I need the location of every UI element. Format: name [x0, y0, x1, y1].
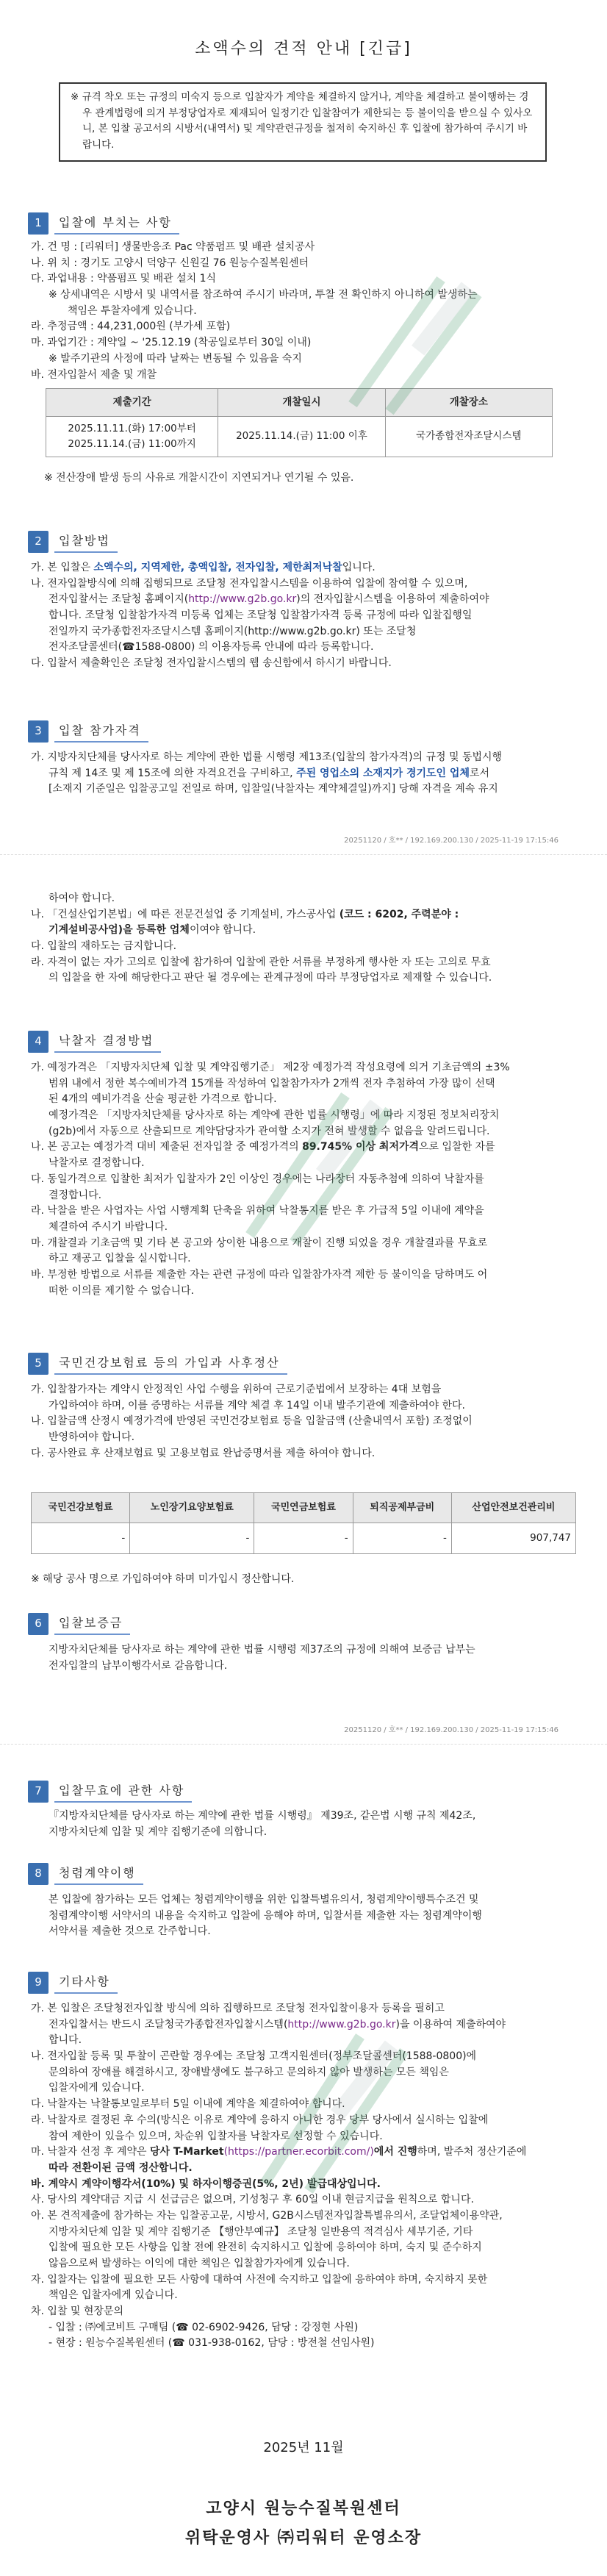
section-title: 입찰무효에 관한 사항 [54, 1781, 192, 1803]
section-5-body [31, 1382, 575, 1461]
section-number: 8 [28, 1863, 49, 1885]
g2b-link[interactable]: http://www.g2b.go.kr [287, 2018, 396, 2031]
text-line: 마. 과업기간 : 계약일 ~ '25.12.19 (착공일로부터 30일 이내) [31, 337, 312, 349]
text-line [31, 592, 575, 608]
text-line [31, 923, 575, 939]
text-line: 다. 입찰의 재하도는 금지합니다. [31, 940, 177, 953]
table-cell: - [130, 1523, 254, 1554]
text-span: 입니다. [342, 562, 376, 573]
text-line [31, 1139, 575, 1156]
section-number: 5 [28, 1353, 49, 1375]
table-header: 산업안전보건관리비 [451, 1493, 575, 1523]
section-3-body-part2 [31, 891, 575, 987]
document-date: 2025년 11월 [263, 2440, 344, 2455]
section-number: 1 [28, 212, 49, 235]
text-line: 결정합니다. [49, 1189, 102, 1201]
section-1-heading [28, 211, 179, 236]
text-line: 하고 재공고 입찰을 실시합니다. [49, 1253, 191, 1265]
text-line: 범위 내에서 정한 복수예비가격 15개를 작성하여 입찰참가자가 2개씩 전자 추첨하여 가장 많이 선택 [49, 1077, 495, 1090]
section-4-heading [28, 1029, 161, 1054]
table-header: 개찰장소 [385, 389, 552, 417]
license-field: 기계설비공사업)을 등록한 업체 [49, 924, 190, 937]
text-line: 나. 입찰금액 산정시 예정가격에 반영된 국민건강보험료 등을 입찰금액 (산출내역서 포함) 조정없이 [31, 1415, 473, 1428]
text-line: 나. 전자입찰 등록 및 투찰이 곤란할 경우에는 조달청 고객지원센터(정부조달콜센터(1588-0800)에 [31, 2050, 477, 2063]
text-line: 문의하여 장애를 해결하시고, 장애발생에도 불구하고 문의하지 않아 발생하는 모든 책임은 [49, 2066, 449, 2078]
section-number: 4 [28, 1031, 49, 1053]
text-line: 가. 지방자치단체를 당사자로 하는 계약에 관한 법률 시행령 제13조(입찰의 참가자격)의 규정 및 동법시행 [31, 751, 503, 763]
text-line: 전일까지 국가종합전자조달시스템 홈페이지(http://www.g2b.go.kr) 또는 조달청 [49, 625, 417, 637]
text-line: 다. 낙찰자는 낙찰통보일로부터 5일 이내에 계약을 체결하여야 합니다. [31, 2098, 345, 2111]
section-number: 6 [28, 1613, 49, 1635]
text-line: 지방자치단체 입찰 및 계약 집행기준에 의합니다. [49, 1825, 267, 1838]
section-number: 2 [28, 531, 49, 553]
text-line: 입찰에 필요한 모든 사항을 입찰 전에 완전히 숙지하시고 입찰에 응하여야 하며, 숙지 및 준수하지 [49, 2242, 482, 2254]
section-1-body [31, 240, 575, 383]
text-line: - 현장 : 원능수질복원센터 (☎ 031-938-0162, 담당 : 방전철 선임사원) [49, 2337, 375, 2350]
text-line: 본 입찰에 참가하는 모든 업체는 청렴계약이행을 위한 입찰특별유의서, 청렴계약이행특수조건 및 [49, 1894, 479, 1906]
text-span: 나. 「건설산업기본법」에 따른 전문건설업 중 기계설비, 가스공사업 [31, 908, 340, 920]
text-line: ※ 발주기관의 사정에 따라 날짜는 변동될 수 있음을 숙지 [49, 352, 302, 365]
text-line [31, 907, 575, 923]
table-header: 노인장기요양보험료 [130, 1493, 254, 1523]
text-line: [소재지 기준일은 입찰공고일 전일로 하며, 입찰일(낙찰자는 계약체결일)까지] 당해 자격을 계속 유지 [49, 783, 498, 795]
text-line: 반영하여야 합니다. [49, 1431, 135, 1444]
text-line: 전자조달콜센터(☎1588-0800) 의 이용자등록 안내에 따라 등록합니다. [49, 641, 374, 654]
section-3-heading [28, 719, 148, 744]
text-line: 하여야 합니다. [49, 892, 115, 904]
table-cell: - [32, 1523, 130, 1554]
section-7-heading [28, 1779, 192, 1804]
bid-schedule-table [46, 388, 553, 457]
text-line: 다. 과업내용 : 약품펌프 및 배관 설치 1식 [31, 273, 217, 285]
insurance-table [31, 1492, 576, 1554]
bid-type-emphasis: 소액수의, 지역제한, 총액입찰, 전자입찰, 제한최저낙찰 [93, 562, 342, 573]
text-line: 다. 공사완료 후 산재보험료 및 고용보험료 완납증명서를 제출 하여야 합니다. [31, 1447, 376, 1459]
section-title: 청렴계약이행 [54, 1863, 143, 1886]
text-line: 전자입찰의 납부이행각서로 갈음합니다. [49, 1659, 228, 1672]
section-6-heading [28, 1611, 130, 1636]
section-title: 기타사항 [54, 1972, 118, 1994]
g2b-link[interactable]: http://www.g2b.go.kr [188, 593, 297, 606]
section-title: 입찰에 부치는 사항 [54, 212, 179, 235]
text-line: 라. 낙찰자로 결정된 후 수의(방식은 이유로 계약에 응하지 아니한 경우 당부 당사에서 실시하는 입찰에 [31, 2114, 489, 2126]
award-threshold: 89.745% 이상 최저가격 [302, 1141, 420, 1153]
location-requirement: 주된 영업소의 소재지가 경기도인 업체 [296, 767, 470, 779]
text-line: 지방자치단체 입찰 및 계약 집행기준 【행안부예규】 조달청 일반용역 적격심사 세부기준, 기타 [49, 2225, 473, 2238]
table-cell: - [353, 1523, 451, 1554]
text-span: 로서 [469, 767, 490, 779]
text-line: 바. 부정한 방법으로 서류를 제출한 자는 관련 규정에 따라 입찰참가자격 제한 등 불이익을 당하며도 어 [31, 1268, 488, 1281]
table-header: 개찰일시 [218, 389, 385, 417]
text-line: 합니다. [49, 2034, 82, 2047]
license-code: (코드 : 6202, 주력분야 : [339, 908, 459, 920]
text-span: 전자입찰서는 조달청 홈페이지( [49, 593, 189, 606]
notice-text: ※ 규격 착오 또는 규정의 미숙지 등으로 입찰자가 계약을 체결하지 않거나, 계약을 체결하고 불이행하는 경우 관계법령에 의거 부정당업자로 제재되어 일정기간 입찰참여가 제한되는 등 불이익을 받으실 수 있사오니, 본 입찰 공고서의 시방서(내역서) 및 계약관련규정을 철저히 숙지하신 후 입찰에 참가하여 주시기 바랍니다. [71, 91, 533, 151]
text-line: 않음으로써 발생하는 이익에 대한 책임은 입찰참가자에게 있습니다. [49, 2258, 350, 2269]
section-3-body-part1 [31, 750, 575, 798]
text-line: 떠한 이의를 제기할 수 없습니다. [49, 1284, 195, 1297]
table-header: 퇴직공제부금비 [353, 1493, 451, 1523]
section-8-heading [28, 1861, 143, 1886]
section-title: 입찰보증금 [54, 1613, 130, 1636]
table-cell: 2025.11.14.(금) 11:00 이후 [218, 416, 385, 457]
table-cell: 국가종합전자조달시스템 [385, 416, 552, 457]
section-4-body [31, 1060, 575, 1299]
text-line: 참여 제한이 있을수 있으며, 차순위 입찰자를 낙찰자로 선정할 수 있습니다. [49, 2130, 383, 2142]
page-break [0, 854, 607, 856]
text-line: 따라 전환이된 금액 정산합니다. [49, 2161, 193, 2174]
section-1-note: ※ 전산장애 발생 등의 사유로 개찰시간이 지연되거나 연기될 수 있음. [44, 472, 354, 484]
text-line: 마. 개찰결과 기초금액 및 기타 본 공고와 상이한 내용으로 개찰이 진행 되었을 경우 개찰결과를 무효로 [31, 1237, 488, 1249]
text-line: 가. 입찰참가자는 계약시 안정적인 사업 수행을 위하여 근로기준법에서 보장하는 4대 보험을 [31, 1384, 442, 1395]
section-6-body [31, 1642, 575, 1674]
text-span: 으로 입찰한 자를 [419, 1141, 495, 1153]
text-span: )을 이용하여 제출하여야 [395, 2018, 506, 2031]
text-line: 자. 입찰자는 입찰에 필요한 모든 사항에 대하여 사전에 숙지하고 입찰에 응하여야 하며, 숙지하지 못한 [31, 2273, 488, 2286]
text-line [31, 560, 575, 576]
text-line: (g2b)에서 자동으로 산출되므로 계약담당자가 관여할 소지가 전혀 발생할 수 없음을 알려드립니다. [49, 1125, 490, 1137]
text-line: 된 4개의 예비가격을 산술 평균한 가격으로 합니다. [49, 1093, 277, 1106]
text-span: )의 전자입찰시스템을 이용하여 제출하여야 [296, 593, 489, 606]
text-line: 가. 본 입찰은 조달청전자입찰 방식에 의하 집행하므로 조달청 전자입찰이용자 등록을 필히고 [31, 2003, 445, 2014]
text-line: 의 입찰을 한 자에 해당한다고 판단 될 경우에는 관계규정에 따라 부정당업자로 제재할 수 있습니다. [49, 972, 492, 984]
section-number: 7 [28, 1781, 49, 1803]
text-line: 『지방자치단체를 당사자로 하는 계약에 관한 법률 시행령』 제39조, 같은법 시행 규칙 제42조, [49, 1810, 476, 1822]
section-9-heading [28, 1970, 118, 1995]
text-span: 마. 낙찰자 선정 후 계약은 [31, 2146, 150, 2158]
section-8-body [31, 1892, 575, 1940]
section-2-body [31, 560, 575, 672]
text-line [31, 2017, 575, 2033]
text-line: 예정가격은 「지방자치단체를 당사자로 하는 계약에 관한 법률 시행령」에 따라 지정된 정보처리장치 [49, 1109, 500, 1122]
text-line: 라. 낙찰을 받은 사업자는 사업 시행계획 단축을 위하여 낙찰통지를 받은 후 가급적 5일 이내에 계약을 [31, 1205, 484, 1217]
page-break [0, 1744, 607, 1745]
issuer-operator: 위탁운영사 ㈜리워터 운영소장 [184, 2529, 423, 2547]
text-line: 책임은 입찰자에게 있습니다. [49, 2289, 178, 2302]
text-line: 낙찰자로 결정합니다. [49, 1157, 145, 1170]
text-line: 라. 자격이 없는 자가 고의로 입찰에 참가하여 입찰에 관한 서류를 부정하게 행사한 자 또는 고의로 무효 [31, 956, 491, 968]
cell-line: 2025.11.14.(금) 11:00까지 [68, 437, 196, 450]
page-title: 소액수의 견적 안내 [긴급] [195, 40, 412, 58]
section-9-body [31, 2001, 575, 2352]
issuer-name: 고양시 원능수질복원센터 [206, 2500, 401, 2518]
text-line: ※ 상세내역은 시방서 및 내역서를 참조하여 주시기 바라며, 투찰 전 확인하지 아니하여 발생하는 [49, 289, 478, 301]
section-title: 국민건강보험료 등의 가입과 사후정산 [54, 1353, 287, 1375]
text-span: 에서 진행 [373, 2146, 417, 2158]
text-line: 합니다. 조달청 입찰참가자격 미등록 업체는 조달청 입찰참가자격 등록 규정에 따라 입찰집행일 [49, 609, 473, 622]
text-span: 하며, 발주처 정산기준에 [417, 2146, 527, 2158]
section-number: 3 [28, 720, 49, 743]
text-line: 바. 계약시 계약이행각서(10%) 및 하자이행증권(5%, 2년) 발급대상입니다. [31, 2178, 381, 2190]
table-header: 국민건강보험료 [32, 1493, 130, 1523]
text-span: 이여야 합니다. [189, 924, 256, 937]
text-line: 가입하여야 하며, 이를 증명하는 서류를 계약 체결 후 14일 이내 발주기관에 제출하여야 한다. [49, 1399, 465, 1412]
table-cell: 907,747 [451, 1523, 575, 1554]
text-line: 다. 입찰서 제출확인은 조달청 전자입찰시스템의 웹 송신함에서 하시기 바랍니다. [31, 657, 392, 670]
text-line: 바. 전자입찰서 제출 및 개찰 [31, 368, 157, 381]
section-title: 낙찰자 결정방법 [54, 1031, 161, 1053]
section-title: 입찰방법 [54, 531, 118, 554]
text-line [31, 766, 575, 782]
section-2-heading [28, 529, 118, 554]
text-span: 나. 본 공고는 예정가격 대비 제출된 전자입찰 중 예정가격의 [31, 1141, 303, 1153]
text-span: 가. 본 입찰은 [31, 562, 94, 573]
text-span: 전자입찰서는 반드시 조달청국가종합전자입찰시스템( [49, 2018, 288, 2031]
cell-line: 2025.11.11.(화) 17:00부터 [68, 422, 196, 434]
section-number: 9 [28, 1972, 49, 1994]
text-line: 입찰자에게 있습니다. [49, 2082, 145, 2094]
print-stamp: 20251120 / 호** / 192.169.200.130 / 2025-11-19 17:15:46 [344, 837, 558, 845]
table-cell [46, 416, 218, 457]
text-line [31, 2144, 575, 2161]
table-header: 국민연금보험료 [254, 1493, 353, 1523]
section-5-heading [28, 1351, 287, 1376]
notice-box [59, 82, 547, 162]
text-line: 청렴계약이행 서약서의 내용을 숙지하고 입찰에 응해야 하며, 입찰서를 제출한 자는 청렴계약이행 [49, 1909, 482, 1922]
section-7-body [31, 1808, 575, 1840]
table-cell: - [254, 1523, 353, 1554]
text-line: 사. 당사의 계약대금 지급 시 선급금은 없으며, 기성청구 후 60일 이내 현금지급을 원칙으로 합니다. [31, 2194, 474, 2206]
text-line: 라. 추정금액 : 44,231,000원 (부가세 포함) [31, 321, 231, 333]
print-stamp: 20251120 / 호** / 192.169.200.130 / 2025-11-19 17:15:46 [344, 1726, 558, 1734]
text-line: 체결하여 주시기 바랍니다. [49, 1220, 168, 1233]
text-line: 다. 동일가격으로 입찰한 최저가 입찰자가 2인 이상인 경우에는 나라장터 자동추첨에 의하여 낙찰자를 [31, 1173, 484, 1185]
section-5-note: ※ 해당 공사 명으로 가입하여야 하며 미가입시 정산합니다. [31, 1573, 295, 1585]
text-line: 가. 건 명 : [리워터] 생물반응조 Pac 약품펌프 및 배관 설치공사 [31, 241, 315, 253]
table-header: 제출기간 [46, 389, 218, 417]
t-market-link[interactable]: (https://partner.ecorbit.com/) [223, 2146, 374, 2158]
text-line: 가. 예정가격은 「지방자치단체 입찰 및 계약집행기준」 제2장 예정가격 작성요령에 의거 기초금액의 ±3% [31, 1062, 510, 1073]
text-line: 차. 입찰 및 현장문의 [31, 2305, 123, 2318]
text-line: 책임은 투찰자에게 있습니다. [68, 304, 197, 317]
text-line: - 입찰 : ㈜에코비트 구매팀 (☎ 02-6902-9426, 담당 : 강정현 사원) [49, 2321, 359, 2333]
text-span: 규칙 제 14조 및 제 15조에 의한 자격요건을 구비하고, [49, 767, 297, 779]
text-line: 나. 전자입찰방식에 의해 집행되므로 조달청 전자입찰시스템을 이용하여 입찰에 참여할 수 있으며, [31, 577, 468, 590]
section-title: 입찰 참가자격 [54, 720, 148, 743]
text-line: 아. 본 견적제출에 참가하는 자는 입찰공고문, 시방서, G2B시스템전자입찰특별유의서, 조달업체이용약관, [31, 2209, 503, 2222]
text-line: 서약서를 제출한 것으로 간주합니다. [49, 1925, 211, 1938]
text-line: 나. 위 치 : 경기도 고양시 덕양구 신원길 76 원능수질복원센터 [31, 257, 309, 269]
text-line: 지방자치단체를 당사자로 하는 계약에 관한 법률 시행령 제37조의 규정에 의해여 보증금 납부는 [49, 1644, 475, 1656]
t-market-label: 당사 T-Market [149, 2146, 224, 2158]
